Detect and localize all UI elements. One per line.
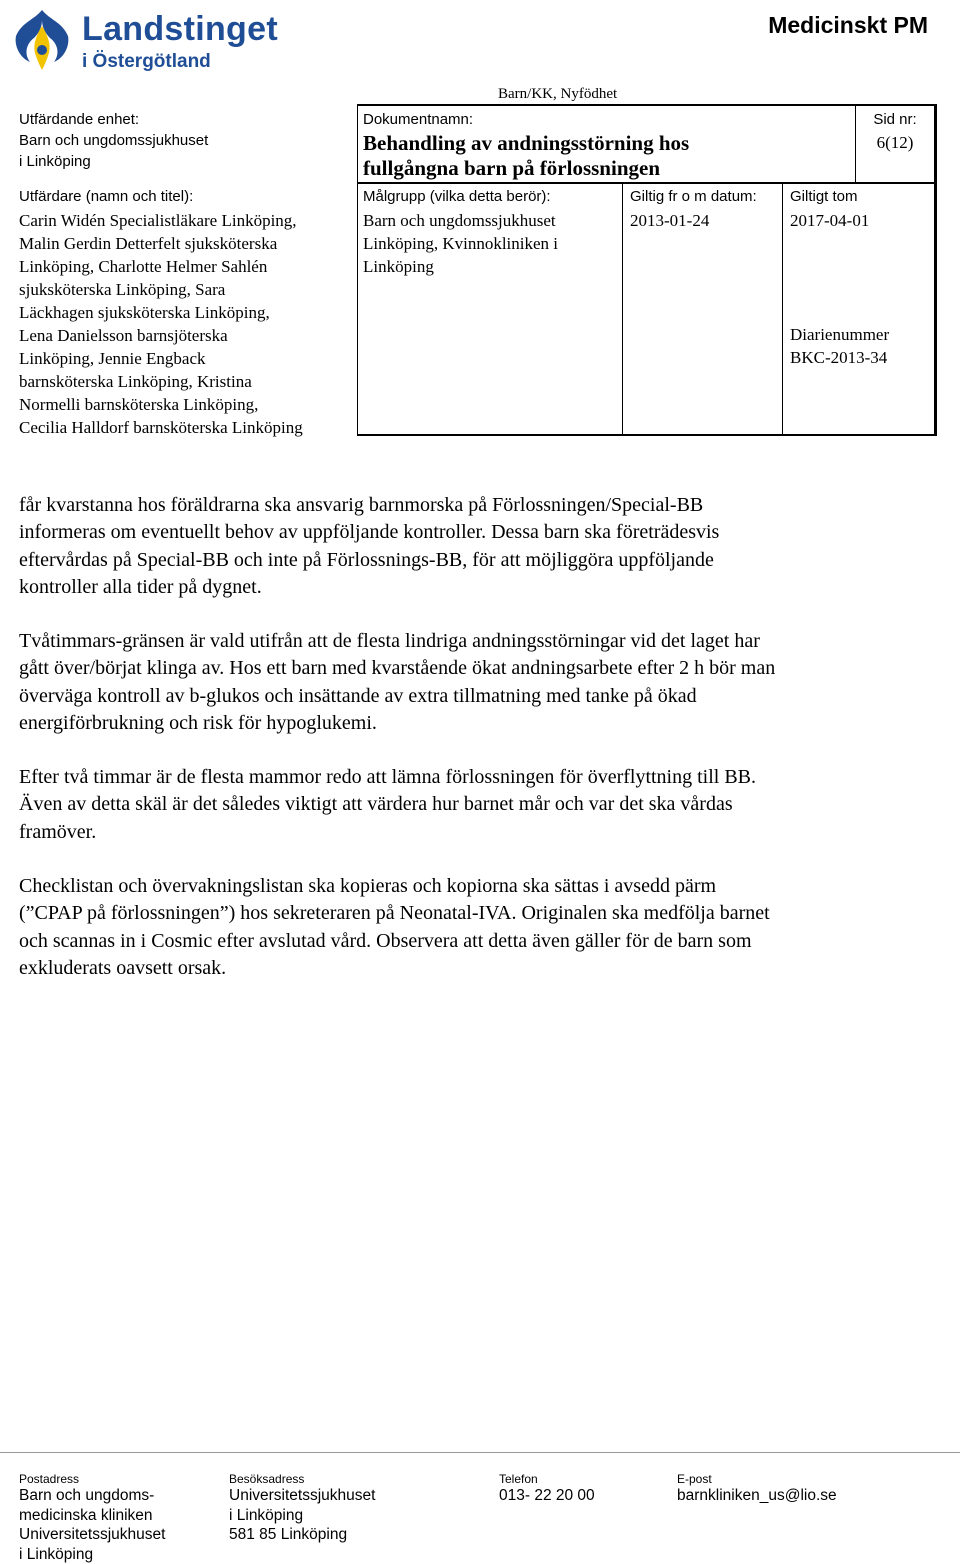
target-group-line: Linköping xyxy=(363,255,619,278)
issuer-line: Lena Danielsson barnsjöterska xyxy=(19,324,355,347)
document-name-cell xyxy=(363,110,853,181)
diary-value: BKC-2013-34 xyxy=(790,346,930,369)
organization-logo xyxy=(12,6,302,78)
grid-bottom-line xyxy=(357,434,937,436)
text-line: framöver. xyxy=(19,819,939,846)
footer-postal xyxy=(19,1472,165,1564)
issuer-line: Läckhagen sjuksköterska Linköping, xyxy=(19,301,355,324)
email-value: barnkliniken_us@lio.se xyxy=(677,1486,837,1506)
document-name-label: Dokumentnamn: xyxy=(363,110,853,130)
grid-top-line xyxy=(357,104,937,106)
postal-line: i Linköping xyxy=(19,1545,165,1564)
email-label: E-post xyxy=(677,1472,837,1486)
text-line: och scannas in i Cosmic efter avslutad vård. Observera att detta även gäller för de barn som xyxy=(19,928,939,955)
target-group-cell xyxy=(363,187,619,278)
visit-line: i Linköping xyxy=(229,1506,375,1526)
text-line: informeras om eventuellt behov av uppföljande kontroller. Dessa barn ska företrädesvis xyxy=(19,519,939,546)
body-paragraph xyxy=(19,492,939,601)
issuer-line: barnsköterska Linköping, Kristina xyxy=(19,370,355,393)
footer-email xyxy=(677,1472,837,1506)
text-line: Även av detta skäl är det således viktigt att värdera hur barnet mår och var det ska vårdas xyxy=(19,791,939,818)
visit-line: Universitetssjukhuset xyxy=(229,1486,375,1506)
issuer-line: Malin Gerdin Detterfelt sjuksköterska xyxy=(19,232,355,255)
grid-divider-target xyxy=(622,182,623,436)
text-line: energiförbrukning och risk för hypoglukemi. xyxy=(19,710,939,737)
target-group-line: Barn och ungdomssjukhuset xyxy=(363,209,619,232)
visit-label: Besöksadress xyxy=(229,1472,375,1486)
issuing-unit-label: Utfärdande enhet: xyxy=(19,110,349,130)
emblem-icon xyxy=(12,6,72,74)
postal-line: Barn och ungdoms- xyxy=(19,1486,165,1506)
postal-label: Postadress xyxy=(19,1472,165,1486)
issuing-unit-line: i Linköping xyxy=(19,152,349,172)
text-line: Checklistan och övervakningslistan ska kopieras och kopiorna ska sättas i avsedd pärm xyxy=(19,873,939,900)
issuing-unit-cell xyxy=(19,110,349,172)
text-line: exkluderats oavsett orsak. xyxy=(19,955,939,982)
grid-middle-line xyxy=(357,182,937,184)
issuer-line: sjuksköterska Linköping, Sara xyxy=(19,278,355,301)
valid-to-label: Giltigt tom xyxy=(790,187,930,207)
body-paragraph xyxy=(19,764,939,846)
issuer-line: Carin Widén Specialistläkare Linköping, xyxy=(19,209,355,232)
diary-label: Diarienummer xyxy=(790,323,930,346)
text-line: kontroller alla tider på dygnet. xyxy=(19,574,939,601)
footer-phone xyxy=(499,1472,595,1506)
page-number-cell xyxy=(858,110,932,154)
footer-visit xyxy=(229,1472,375,1545)
issuer-cell xyxy=(19,187,355,439)
footer-divider xyxy=(0,1452,960,1453)
document-type: Medicinskt PM xyxy=(768,12,928,39)
page-number-value: 6(12) xyxy=(858,131,932,154)
valid-from-value: 2013-01-24 xyxy=(630,209,780,232)
body-paragraph xyxy=(19,628,939,737)
phone-label: Telefon xyxy=(499,1472,595,1486)
valid-from-cell xyxy=(630,187,780,232)
text-line: gått över/börjat klinga av. Hos ett barn med kvarstående ökat andningsarbete efter 2 h bör man xyxy=(19,655,939,682)
body-paragraph xyxy=(19,873,939,982)
grid-divider-left xyxy=(357,104,358,436)
postal-line: medicinska kliniken xyxy=(19,1506,165,1526)
issuer-label: Utfärdare (namn och titel): xyxy=(19,187,355,207)
valid-to-cell xyxy=(790,187,930,232)
issuer-line: Linköping, Jennie Engback xyxy=(19,347,355,370)
document-title-line: fullgångna barn på förlossningen xyxy=(363,156,853,181)
page-number-label: Sid nr: xyxy=(858,110,932,130)
logo-subtitle: i Östergötland xyxy=(82,51,211,73)
issuer-line: Linköping, Charlotte Helmer Sahlén xyxy=(19,255,355,278)
logo-name: Landstinget xyxy=(82,10,278,49)
phone-value: 013- 22 20 00 xyxy=(499,1486,595,1506)
valid-from-label: Giltig fr o m datum: xyxy=(630,187,780,207)
text-line: (”CPAP på förlossningen”) hos sekreteraren på Neonatal-IVA. Originalen ska medfölja barnet xyxy=(19,900,939,927)
diary-cell xyxy=(790,323,930,369)
department-label: Barn/KK, Nyfödhet xyxy=(498,86,617,103)
text-line: Tvåtimmars-gränsen är vald utifrån att de flesta lindriga andningsstörningar vid det laget har xyxy=(19,628,939,655)
target-group-label: Målgrupp (vilka detta berör): xyxy=(363,187,619,207)
text-line: överväga kontroll av b-glukos och insättande av extra tillmatning med tanke på ökad xyxy=(19,683,939,710)
grid-divider-dates xyxy=(782,182,783,436)
valid-to-value: 2017-04-01 xyxy=(790,209,930,232)
grid-divider-title xyxy=(855,104,856,182)
visit-line: 581 85 Linköping xyxy=(229,1525,375,1545)
issuer-line: Normelli barnsköterska Linköping, xyxy=(19,393,355,416)
text-line: Efter två timmar är de flesta mammor redo att lämna förlossningen för överflyttning till BB. xyxy=(19,764,939,791)
issuing-unit-line: Barn och ungdomssjukhuset xyxy=(19,131,349,151)
target-group-line: Linköping, Kvinnokliniken i xyxy=(363,232,619,255)
document-title-line: Behandling av andningsstörning hos xyxy=(363,131,853,156)
grid-right-border xyxy=(934,104,937,436)
text-line: eftervårdas på Special-BB och inte på Förlossnings-BB, för att möjliggöra uppföljande xyxy=(19,547,939,574)
postal-line: Universitetssjukhuset xyxy=(19,1525,165,1545)
text-line: får kvarstanna hos föräldrarna ska ansvarig barnmorska på Förlossningen/Special-BB xyxy=(19,492,939,519)
issuer-line: Cecilia Halldorf barnsköterska Linköping xyxy=(19,416,355,439)
